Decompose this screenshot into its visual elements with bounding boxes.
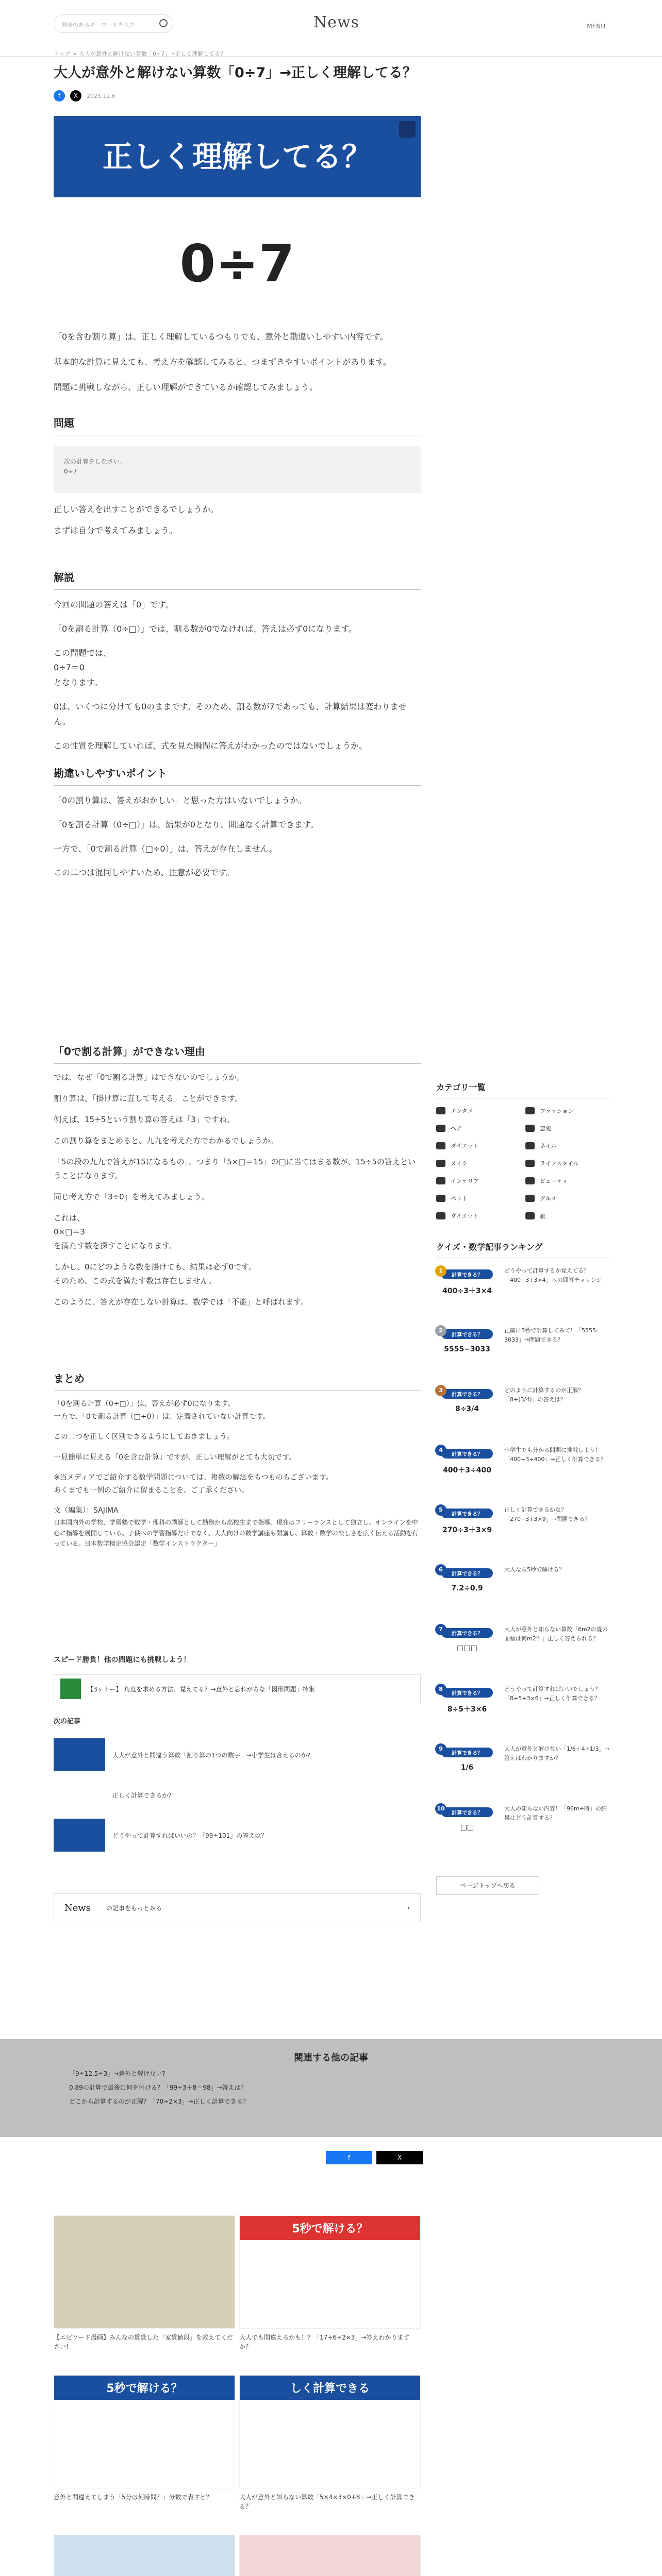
sidebar [436, 1081, 609, 1895]
question-box [54, 446, 421, 493]
category-icon [436, 1160, 445, 1167]
category-label: ファッション [540, 1108, 574, 1114]
ranking-title[interactable]: どうやって計算するか覚えてる？「400÷3+3×4」への回答チャレンジ [504, 1267, 602, 1283]
category-label: ビューティ [540, 1178, 568, 1184]
x-icon[interactable]: X [70, 90, 81, 101]
question-after [54, 502, 421, 538]
ranking-item[interactable] [436, 1266, 609, 1318]
card-title[interactable]: 意外と間違えてしまう「5分は何時間？」分数で表すと？ [54, 2494, 212, 2501]
category-label: 恋愛 [540, 1125, 551, 1132]
ranking-thumbnail [436, 1326, 498, 1378]
chevron-right-icon: › [407, 1904, 410, 1911]
card-title[interactable]: 【エピソード漫画】みんなの賃貸した「家賃値段」を教えてください! [54, 2334, 234, 2350]
ranking-thumbnail [436, 1625, 498, 1676]
thumbnail-pill: 計算できる？ [441, 1509, 493, 1518]
recommend-card[interactable] [239, 2535, 421, 2576]
ranking-item[interactable] [436, 1744, 609, 1796]
thumbnail-equation: 400÷3＋3×4 [442, 1287, 492, 1295]
menu-button[interactable]: MENU [587, 23, 605, 30]
recommend-card[interactable] [239, 2375, 421, 2511]
speed-link-text[interactable]: 【3ヶトー】 角度を求める方法、覚えてる？→意外と忘れがちな「図形問題」特集 [87, 1685, 315, 1693]
paragraph: 一方で、「0で割る計算（□÷0）」は、答えが存在しません。 [54, 843, 277, 854]
paragraph: そのため、この式を満たす数は存在しません。 [54, 1276, 217, 1285]
card-image [54, 2535, 235, 2576]
ranking-item[interactable] [436, 1446, 609, 1497]
paragraph: ※当メディアでご紹介する数学問題については、複数の解法をもつものもございます。 [54, 1473, 333, 1482]
category-item[interactable] [525, 1177, 609, 1185]
news-more-text[interactable]: の記事をもっとみる [106, 1904, 162, 1912]
paragraph: 問題に挑戦しながら、正しい理解ができているか確認してみましょう。 [54, 382, 318, 392]
thumbnail-pill: 計算できる？ [441, 1449, 493, 1459]
paragraph: では、なぜ「0で割る計算」はできないのでしょうか。 [54, 1073, 244, 1082]
category-icon [436, 1142, 445, 1149]
next-item[interactable] [54, 1819, 421, 1852]
category-item[interactable] [525, 1212, 609, 1220]
chat-icon[interactable] [399, 121, 416, 138]
thumbnail-pill: 計算できる？ [441, 1807, 493, 1817]
paragraph: 一方で、「0で割る計算（□÷0）」は、定義されていない計算です。 [54, 1413, 270, 1421]
ranking-thumbnail [436, 1565, 498, 1617]
site-logo[interactable]: News [313, 13, 360, 31]
article-meta [54, 90, 115, 101]
facebook-icon[interactable]: f [54, 90, 65, 101]
category-label: ネイル [540, 1143, 557, 1149]
hero-equation: 0÷7 [179, 233, 295, 294]
hero-band [54, 116, 421, 197]
ranking-item[interactable] [436, 1326, 609, 1378]
paragraph: この割り算をまとめると、九九を考えた方でわかるでしょうか。 [54, 1136, 278, 1145]
category-icon [525, 1195, 535, 1202]
thumbnail-pill: 計算できる？ [441, 1748, 493, 1757]
ranking-title[interactable]: 正確に3秒で計算してみて！「5555-3033」→問題できる？ [504, 1327, 598, 1343]
ranking-thumbnail [436, 1744, 498, 1796]
speed-link[interactable] [54, 1674, 421, 1703]
category-icon [525, 1212, 535, 1219]
paragraph: 一見簡単に見える「0を含む計算」ですが、正しい理解がとても大切です。 [54, 1453, 296, 1462]
question-line: 次の計算をしなさい。 [64, 458, 126, 465]
related-heading: 関連する他の記事 [294, 2053, 368, 2063]
paragraph: このように、答えが存在しない計算は、数学では「不能」と呼ばれます。 [54, 1297, 308, 1307]
category-label: メイク [451, 1160, 468, 1167]
author-bio: 日本国内外の学校、学習塾で数学・理科の講師として勤務から高校生まで指導。現在はフリーランスとして独立し、オンラインを中心に指導を展開している。子供への学習指導だけでなく、大人向けの数学講座も開講し、算数・数学の楽しさを広く伝える活動を行っている。日本数学検定協会認定「数学インストラクター」 [54, 1519, 419, 1548]
category-icon [525, 1107, 535, 1114]
summary-text [54, 1398, 421, 1549]
category-item[interactable] [525, 1194, 609, 1202]
category-item[interactable] [525, 1159, 609, 1167]
paragraph: まずは自分で考えてみましょう。 [54, 525, 178, 535]
category-icon [436, 1177, 445, 1184]
card-title[interactable]: 大人が意外と知らない算数「5×4×3×0+8」→正しく計算できる？ [239, 2494, 415, 2510]
category-label: ダイエット [451, 1143, 479, 1149]
article-date: 2025.12.6 [87, 92, 115, 99]
next-item[interactable] [54, 1738, 421, 1771]
ranking-thumbnail [436, 1386, 498, 1437]
search-icon[interactable] [159, 19, 168, 27]
recommend-card[interactable] [239, 2215, 421, 2351]
card-image [239, 2215, 421, 2329]
ranking-item[interactable] [436, 1386, 609, 1437]
thumbnail-pill: 計算できる？ [441, 1389, 493, 1399]
category-icon [525, 1160, 535, 1167]
category-item[interactable] [436, 1194, 520, 1202]
card-band: 5秒で解ける？ [54, 2376, 235, 2400]
page-top-button[interactable]: ページトップへ戻る [436, 1876, 539, 1895]
category-label: ライフスタイル [540, 1160, 579, 1167]
thumbnail [54, 1819, 105, 1852]
thumbnail-equation: 8÷3/4 [455, 1405, 479, 1413]
category-item[interactable] [436, 1124, 520, 1132]
paragraph: 基本的な計算に見えても、考え方を確認してみると、つまずきやすいポイントがあります。 [54, 357, 391, 367]
card-title[interactable]: 大人でも間違えるかも！？「17+6÷2×3」→答えわかりますか？ [239, 2334, 410, 2350]
paragraph: となります。 [54, 677, 103, 688]
x-share-button[interactable]: X [376, 2151, 423, 2164]
card-image [239, 2375, 421, 2488]
thumbnail-pill: 計算できる？ [441, 1688, 493, 1698]
section-heading: 勘違いしやすいポイント [54, 765, 421, 786]
ranking-thumbnail [436, 1266, 498, 1318]
paragraph: これは、 [54, 1213, 85, 1223]
ranking-title[interactable]: 正しく計算できるかな？「270÷3+3×9」→問題できる？ [504, 1506, 590, 1522]
rank-number: 1 [435, 1265, 446, 1277]
ranking-title[interactable]: 小学生でも分かる問題に挑戦しよう！「400÷3÷400」→正しく計算できる？ [504, 1447, 606, 1463]
intro-text [54, 330, 421, 395]
card-image [239, 2535, 421, 2576]
paragraph: しかし、0にどのような数を掛けても、結果は必ず0です。 [54, 1262, 256, 1272]
sidebar-heading: カテゴリ一覧 [436, 1081, 609, 1098]
speed-label: スピード勝負！他の問題にも挑戦しよう！ [54, 1656, 191, 1664]
rank-number: 10 [435, 1803, 446, 1815]
share-buttons [326, 2151, 423, 2164]
hero-image [54, 116, 421, 322]
next-item-title[interactable]: 正しく計算できるか？ [112, 1791, 175, 1799]
rank-number: 4 [435, 1445, 446, 1456]
thumbnail [54, 1778, 105, 1811]
answer-text [54, 598, 421, 753]
next-label: 次の記事 [54, 1718, 81, 1725]
category-icon [525, 1125, 535, 1132]
next-item[interactable] [54, 1778, 421, 1811]
article-title: 大人が意外と解けない算数「0÷7」→正しく理解してる？ [54, 65, 417, 81]
category-item[interactable] [525, 1107, 609, 1115]
category-label: ヘア [451, 1125, 462, 1132]
rank-number: 6 [435, 1564, 446, 1575]
ranking-title[interactable]: 大人の知らない内容！「96m÷時」の結果はどう計算する？ [504, 1805, 607, 1821]
paragraph: 正しい答えを出すことができるでしょうか。 [54, 504, 219, 514]
section-heading: 「0で割る計算」ができない理由 [54, 1043, 421, 1064]
ranking-thumbnail [436, 1804, 498, 1856]
ranking-title[interactable]: どうやって計算すればいいでしょう？「8÷5+3×6」→正しく計算できる？ [504, 1686, 601, 1702]
thumbnail-equation: 1/6 [460, 1764, 474, 1772]
category-label: 旅 [540, 1213, 545, 1219]
rank-number: 8 [435, 1684, 446, 1695]
thumbnail-equation: □□ [460, 1823, 474, 1832]
thumbnail-pill: 計算できる？ [441, 1568, 493, 1578]
facebook-share-button[interactable]: f [326, 2151, 372, 2164]
paragraph: 「0を割る計算（0÷□）」は、結果が0となり、問題なく計算できます。 [54, 819, 319, 829]
rank-number: 9 [435, 1743, 446, 1755]
ranking-item[interactable] [436, 1685, 609, 1736]
news-logo: News [64, 1902, 91, 1913]
related-item[interactable]: どこから計算するのが正解？「70÷2×3」→正しく計算できる？ [69, 2098, 249, 2105]
paragraph: 今回の問題の答えは「0」です。 [54, 600, 174, 609]
rank-number: 3 [435, 1385, 446, 1396]
rank-number: 2 [435, 1325, 446, 1336]
section-heading: 解説 [54, 569, 421, 590]
thumbnail [60, 1679, 81, 1699]
author-name: 文（編集）：SAJIMA [54, 1506, 119, 1515]
ranking-title[interactable]: 大人が意外と解けない「1/6＋4÷1/3」→答えはわかりますか？ [504, 1745, 609, 1761]
ad-space [54, 907, 421, 1041]
paragraph: 「0の割り算は、答えがおかしい」と思った方はいないでしょうか。 [54, 795, 307, 805]
paragraph: この問題では、 [54, 648, 112, 658]
thumbnail [54, 1738, 105, 1771]
paragraph: この性質を理解していれば、式を見た瞬間に答えがわかったのではないでしょうか。 [54, 740, 368, 751]
paragraph: 「0を割る計算（0÷□）」は、答えが必ず0になります。 [54, 1400, 235, 1408]
paragraph: この二つを正しく区別できるようにしておきましょう。 [54, 1433, 234, 1442]
section-heading: まとめ [54, 1370, 421, 1391]
ranking-heading: クイズ・数学記事ランキング [436, 1241, 609, 1258]
paragraph: 「5の段の九九で答えが15になるもの」、つまり「5×□＝15」の□に当てはまる数が、15÷5の答えということになります。 [54, 1157, 416, 1180]
category-item[interactable] [525, 1124, 609, 1132]
ranking-item[interactable] [436, 1565, 609, 1617]
recommend-card[interactable] [54, 2375, 235, 2502]
next-item-title[interactable]: どうやって計算すればいいの？「99÷101」の答えは？ [112, 1832, 268, 1839]
paragraph: この二つは混同しやすいため、注意が必要です。 [54, 868, 235, 878]
category-icon [436, 1195, 445, 1202]
paragraph: あくまでも一例のご紹介に留まることを、ご了承ください。 [54, 1486, 249, 1495]
paragraph: 「0を含む割り算」は、正しく理解しているつもりでも、意外と勘違いしやすい内容です。 [54, 332, 388, 342]
ranking-item[interactable] [436, 1625, 609, 1676]
category-list [436, 1107, 609, 1220]
related-item[interactable]: 0.89の計算で最後に何を付ける？「99÷3＋8＝98」→答えは？ [69, 2084, 247, 2091]
category-item[interactable] [436, 1142, 520, 1150]
paragraph: 0は、いくつに分けても0のままです。そのため、割る数が7であっても、計算結果は変わりません。 [54, 701, 407, 726]
paragraph: 例えば、15÷5という割り算の答えは「3」ですね。 [54, 1115, 235, 1124]
ranking-title[interactable]: 大人なら5秒で解ける？ [504, 1566, 565, 1573]
category-icon [436, 1125, 445, 1132]
category-item[interactable] [436, 1159, 520, 1167]
category-item[interactable] [436, 1212, 520, 1220]
ranking-thumbnail [436, 1446, 498, 1497]
site-header [0, 0, 662, 57]
thumbnail-equation: 8÷5＋3×6 [447, 1705, 487, 1714]
ranking-thumbnail [436, 1685, 498, 1736]
thumbnail-pill: 計算できる？ [441, 1628, 493, 1638]
related-item[interactable]: 「9÷12.5÷3」→意外と解けない? [69, 2070, 166, 2077]
breadcrumb[interactable]: トップ > 大人が意外と解けない算数「0÷7」→正しく理解してる？ [54, 50, 226, 57]
paragraph: 同じ考え方で「3÷0」を考えてみましょう。 [54, 1192, 209, 1201]
related-articles [0, 2039, 662, 2137]
paragraph: 割り算は、「掛け算に直して考える」ことができます。 [54, 1094, 243, 1103]
paragraph: 「0を割る計算（0÷□）」では、割る数が0でなければ、答えは必ず0になります。 [54, 623, 357, 634]
category-icon [525, 1177, 535, 1184]
ranking-item[interactable] [436, 1505, 609, 1557]
question-line: 0÷7 [64, 468, 77, 476]
rank-number: 7 [435, 1624, 446, 1635]
thumbnail-equation: □□□ [457, 1644, 477, 1652]
section-heading: 問題 [54, 415, 421, 435]
ranking-title[interactable]: どのように計算するのが正解？「8÷(3/4)」の答えは？ [504, 1387, 584, 1403]
thumbnail-equation: 7.2÷0.9 [451, 1584, 483, 1592]
category-label: インテリア [451, 1178, 479, 1184]
category-item[interactable] [436, 1107, 520, 1115]
hero-band-text: 正しく理解してる？ [102, 139, 372, 174]
paragraph: 0×□＝3 [54, 1227, 85, 1236]
category-item[interactable] [436, 1177, 520, 1185]
card-image [54, 2375, 235, 2488]
category-label: グルメ [540, 1195, 557, 1202]
next-item-title[interactable]: 大人が意外と間違う算数「割り算の1つの数字」→小学生は合えるのか? [112, 1751, 311, 1759]
ranking-thumbnail [436, 1505, 498, 1557]
thumbnail-pill: 計算できる？ [441, 1329, 493, 1339]
recommend-card[interactable] [54, 2215, 235, 2351]
card-image [54, 2215, 235, 2329]
zero-reason-text [54, 1071, 421, 1309]
ranking-title[interactable]: 大人が意外と知らない算数「6m2の畳の面積は何m2？」正しく答えられる？ [504, 1626, 608, 1642]
ranking-list [436, 1266, 609, 1856]
card-band: しく計算できる [240, 2376, 420, 2400]
category-item[interactable] [525, 1142, 609, 1150]
paragraph: 0÷7＝0 [54, 663, 85, 673]
next-list [54, 1731, 421, 1852]
thumbnail-equation: 5555−3033 [444, 1345, 490, 1353]
search-input[interactable] [54, 14, 173, 33]
ranking-item[interactable] [436, 1804, 609, 1856]
recommend-card[interactable] [54, 2535, 235, 2576]
mistake-text [54, 793, 421, 880]
news-more-link[interactable] [54, 1893, 421, 1922]
card-band: 5秒で解ける？ [240, 2216, 420, 2240]
category-label: エンタメ [451, 1108, 473, 1114]
category-label: ダイエット [451, 1213, 479, 1219]
thumbnail-equation: 270÷3＋3×9 [442, 1526, 492, 1534]
paragraph: を満たす数を探すことになります。 [54, 1241, 177, 1250]
category-icon [436, 1107, 445, 1114]
rank-number: 5 [435, 1504, 446, 1516]
category-icon [525, 1142, 535, 1149]
thumbnail-equation: 400＋3÷400 [443, 1466, 491, 1475]
category-label: ペット [451, 1195, 468, 1202]
search-placeholder: 興味のあるキーワードを入力 [61, 22, 135, 28]
thumbnail-pill: 計算できる？ [441, 1269, 493, 1279]
category-icon [436, 1212, 445, 1219]
